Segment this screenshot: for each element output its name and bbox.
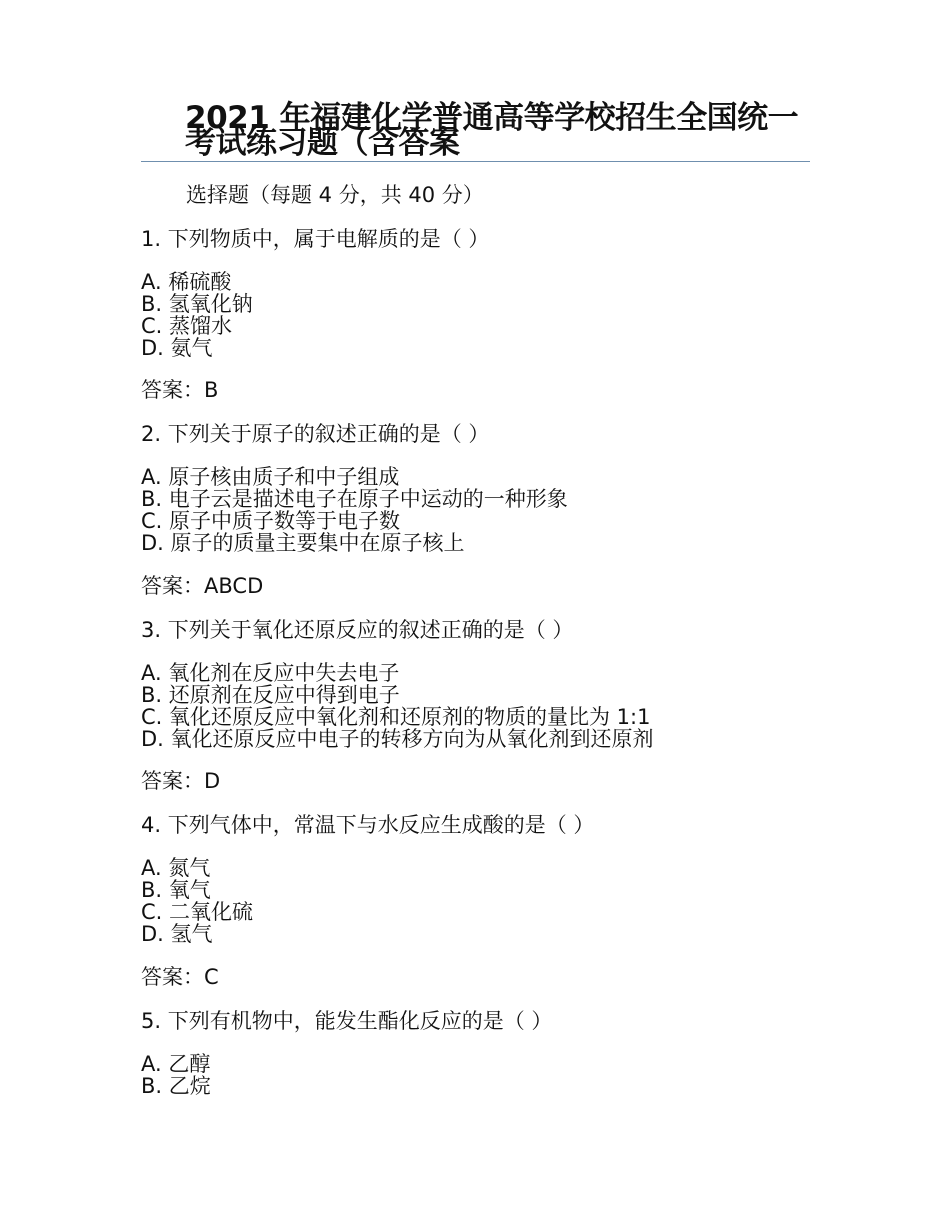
question-1-option-a: A. 稀硫酸 xyxy=(141,270,232,294)
question-4-option-d: D. 氢气 xyxy=(141,922,213,946)
question-3-option-d: D. 氧化还原反应中电子的转移方向为从氧化剂到还原剂 xyxy=(141,727,654,751)
question-3-stem: 3. 下列关于氧化还原反应的叙述正确的是（ ） xyxy=(141,618,574,642)
question-2-stem: 2. 下列关于原子的叙述正确的是（ ） xyxy=(141,422,490,446)
question-2-option-c: C. 原子中质子数等于电子数 xyxy=(141,509,401,533)
question-5-option-a: A. 乙醇 xyxy=(141,1052,211,1076)
question-1-answer: 答案：B xyxy=(141,378,219,402)
question-3-option-c: C. 氧化还原反应中氧化剂和还原剂的物质的量比为 1:1 xyxy=(141,705,651,729)
question-5-stem: 5. 下列有机物中，能发生酯化反应的是（ ） xyxy=(141,1009,553,1033)
question-4-stem: 4. 下列气体中，常温下与水反应生成酸的是（ ） xyxy=(141,813,595,837)
question-2-option-b: B. 电子云是描述电子在原子中运动的一种形象 xyxy=(141,487,568,511)
question-3-options xyxy=(141,662,654,750)
question-5-option-b: B. 乙烷 xyxy=(141,1074,211,1098)
question-5-options xyxy=(141,1053,211,1097)
question-1-stem: 1. 下列物质中，属于电解质的是（ ） xyxy=(141,227,490,251)
question-3-answer: 答案：D xyxy=(141,769,221,793)
question-1-option-c: C. 蒸馏水 xyxy=(141,314,233,338)
question-4-option-c: C. 二氧化硫 xyxy=(141,900,254,924)
question-1-option-b: B. 氢氧化钠 xyxy=(141,292,253,316)
question-2-option-a: A. 原子核由质子和中子组成 xyxy=(141,465,400,489)
question-4-answer: 答案：C xyxy=(141,965,219,989)
question-2-option-d: D. 原子的质量主要集中在原子核上 xyxy=(141,531,465,555)
question-4-option-b: B. 氧气 xyxy=(141,878,211,902)
question-3-option-a: A. 氧化剂在反应中失去电子 xyxy=(141,661,400,685)
question-1-options xyxy=(141,271,253,359)
question-1-option-d: D. 氨气 xyxy=(141,336,213,360)
question-4-options xyxy=(141,857,253,945)
section-heading: 选择题（每题 4 分，共 40 分） xyxy=(186,183,484,207)
question-2-options xyxy=(141,466,568,554)
question-4-option-a: A. 氮气 xyxy=(141,856,211,880)
question-2-answer: 答案：ABCD xyxy=(141,574,264,598)
question-3-option-b: B. 还原剂在反应中得到电子 xyxy=(141,683,400,707)
title-underline xyxy=(141,161,810,162)
document-title: 2021 年福建化学普通高等学校招生全国统一考试练习题（含答案 xyxy=(185,100,799,161)
